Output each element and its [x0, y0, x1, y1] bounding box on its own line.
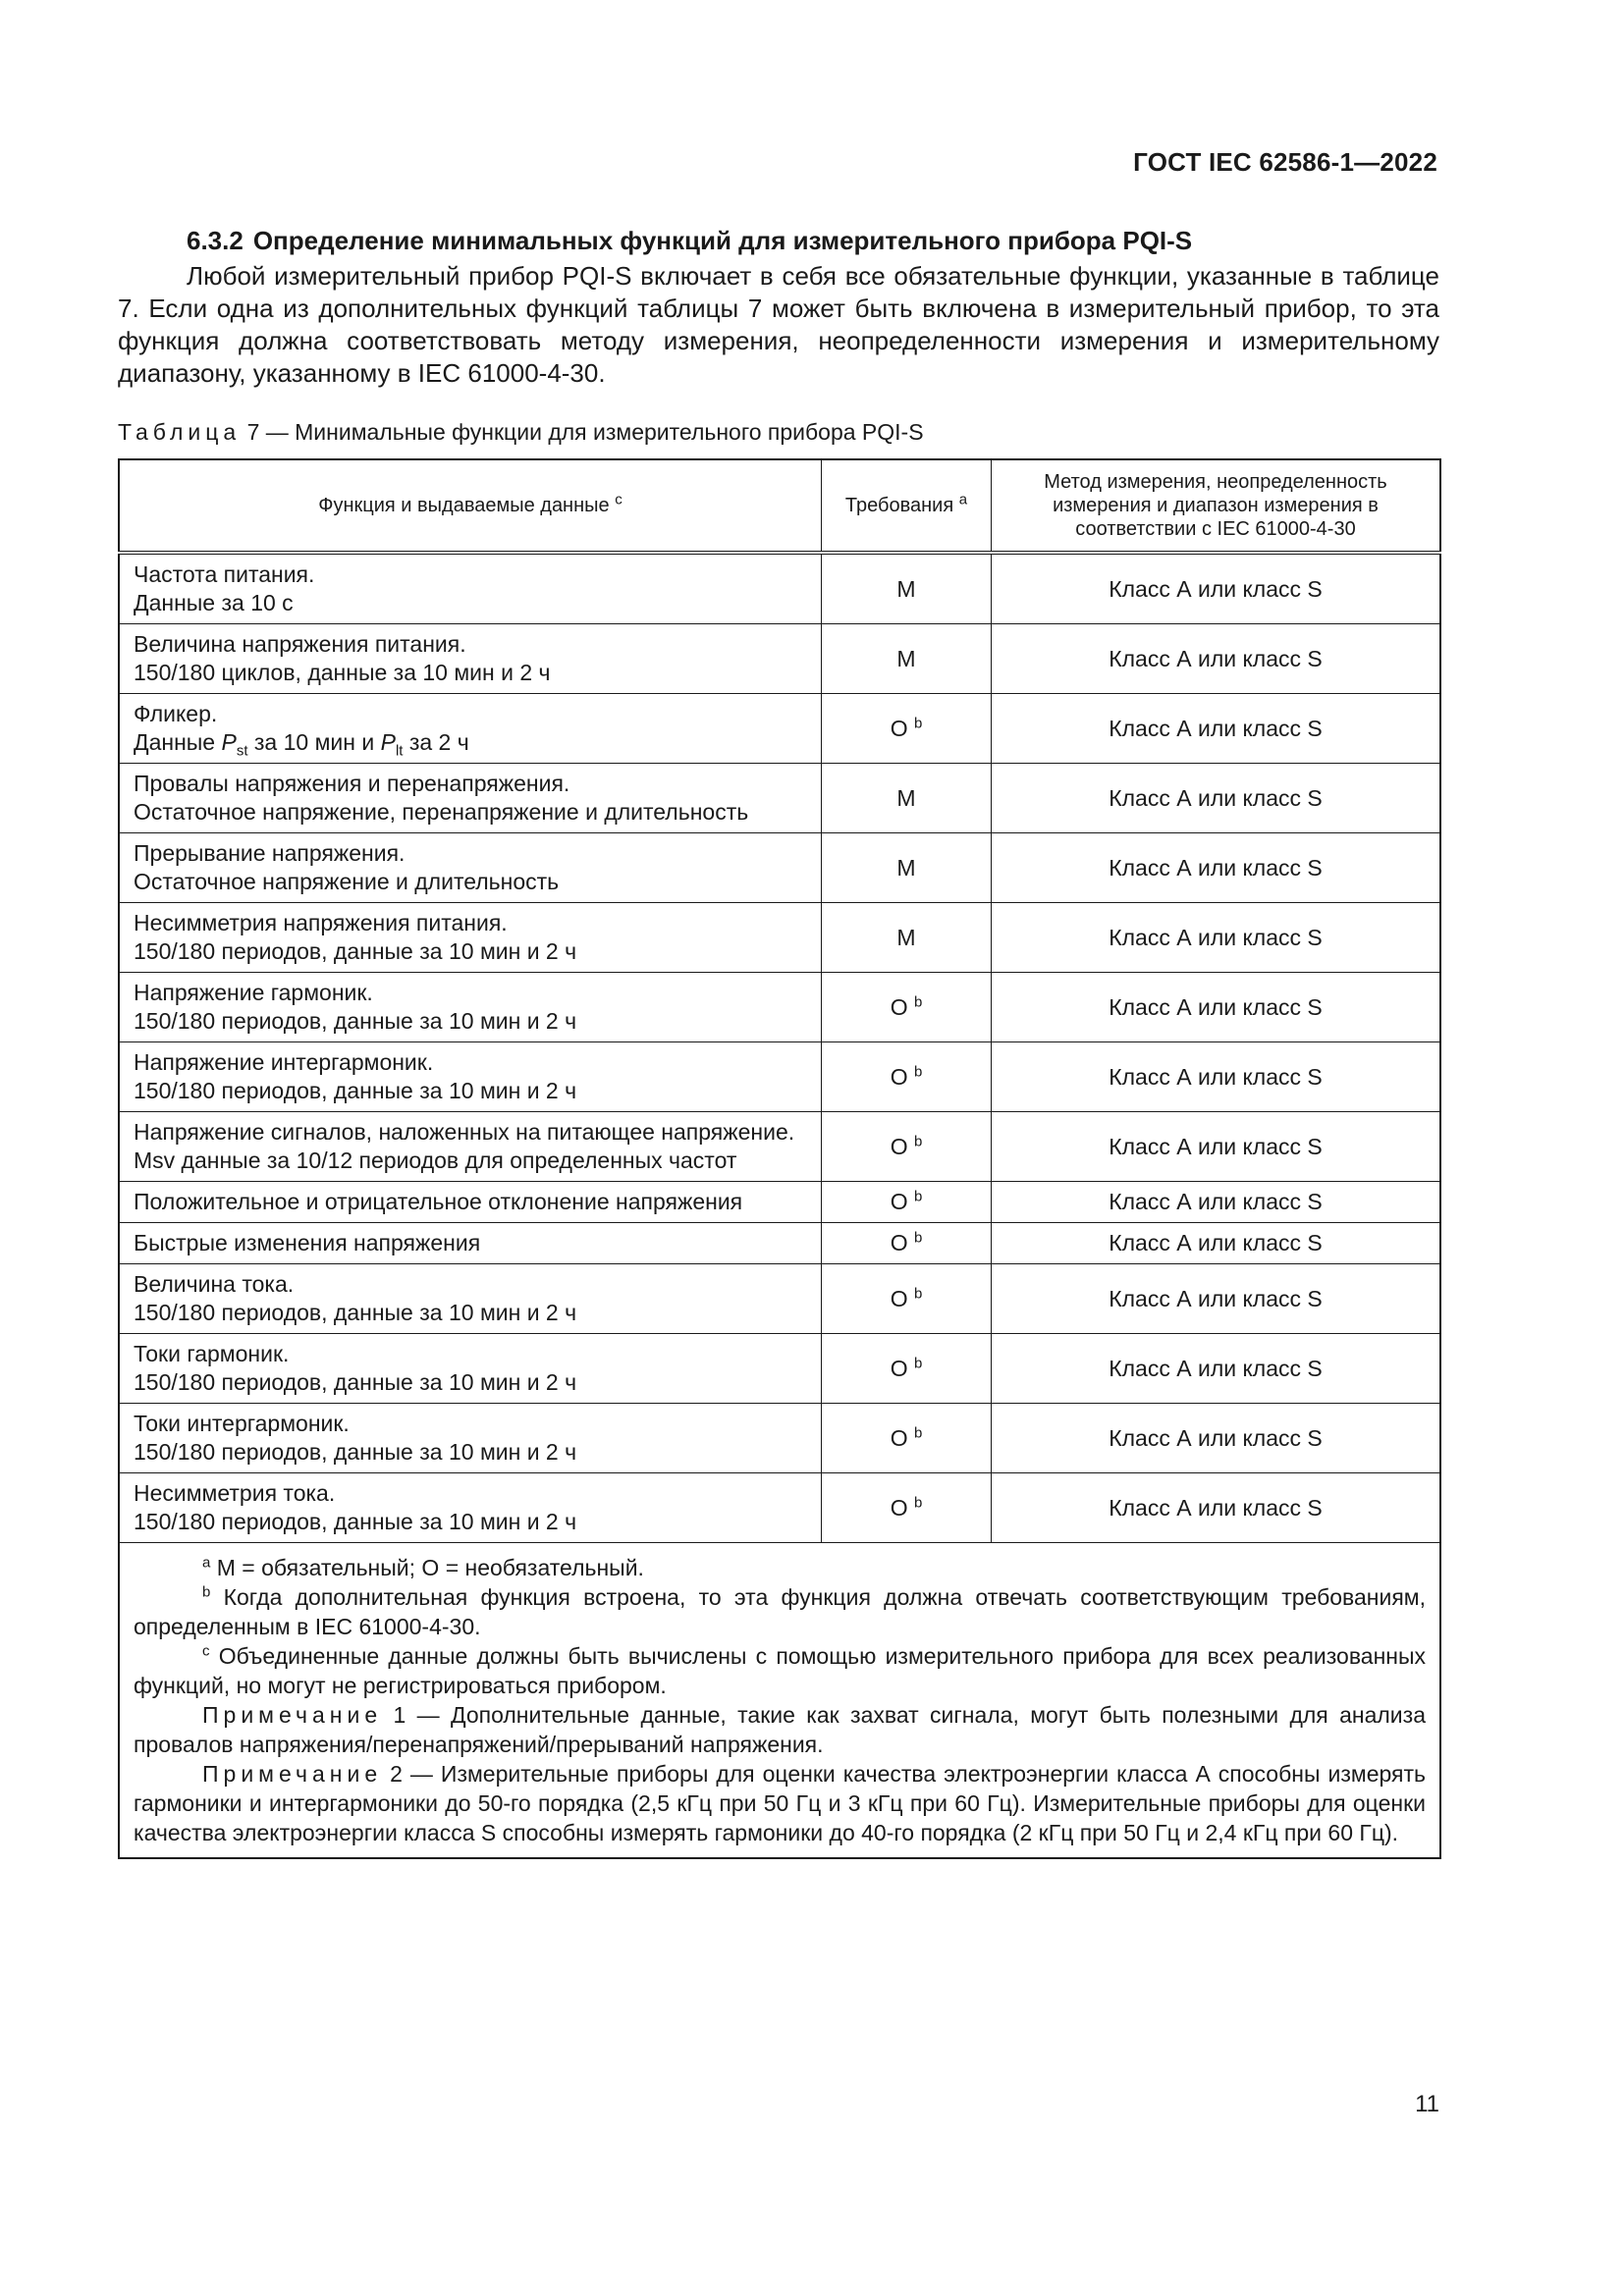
table-row [119, 1473, 1440, 1543]
cell-function: Напряжение интергармоник. 150/180 периодов, данные за 10 мин и 2 ч [119, 1042, 822, 1112]
cell-function: Токи интергармоник. 150/180 периодов, данные за 10 мин и 2 ч [119, 1404, 822, 1473]
cell-method: Класс А или класс S [992, 694, 1441, 764]
page-content [118, 221, 1439, 1859]
cell-function: Напряжение сигналов, наложенных на питающее напряжение. Msv данные за 10/12 периодов для определенных частот [119, 1112, 822, 1182]
cell-requirement: O $^b$ [822, 1334, 992, 1404]
cell-method: Класс А или класс S [992, 764, 1441, 833]
table-row [119, 1182, 1440, 1223]
cell-function: Напряжение гармоник. 150/180 периодов, данные за 10 мин и 2 ч [119, 973, 822, 1042]
cell-method: Класс А или класс S [992, 1182, 1441, 1223]
document-id: ГОСТ IEC 62586-1—2022 [1133, 147, 1437, 177]
section-title-text: Определение минимальных функций для измерительного прибора PQI-S [252, 226, 1193, 255]
table-row [119, 1042, 1440, 1112]
table-row [119, 1404, 1440, 1473]
cell-function: Несимметрия напряжения питания. 150/180 периодов, данные за 10 мин и 2 ч [119, 903, 822, 973]
cell-function: Провалы напряжения и перенапряжения. Остаточное напряжение, перенапряжение и длительность [119, 764, 822, 833]
cell-requirement: M [822, 833, 992, 903]
cell-requirement: O $^b$ [822, 1182, 992, 1223]
cell-method: Класс А или класс S [992, 1112, 1441, 1182]
cell-function: Несимметрия тока. 150/180 периодов, данные за 10 мин и 2 ч [119, 1473, 822, 1543]
table-notes-row [119, 1543, 1440, 1859]
cell-requirement: O $^b$ [822, 1223, 992, 1264]
table-row [119, 1264, 1440, 1334]
cell-requirement: O $^b$ [822, 694, 992, 764]
header-method: Метод измерения, неопределенность измерения и диапазон измерения в соответствии с IEC 61000-4-30 [992, 459, 1441, 553]
table-body [119, 553, 1440, 1543]
table-row [119, 624, 1440, 694]
cell-requirement: M [822, 903, 992, 973]
section-number: 6.3.2 [187, 226, 244, 255]
header-function: Функция и выдаваемые данные $^c$ [119, 459, 822, 553]
cell-method: Класс А или класс S [992, 1334, 1441, 1404]
note-1: Примечание 1 — Дополнительные данные, такие как захват сигнала, могут быть полезными для анализа провалов напряжения/перенапряжений/прерываний напряжения. [134, 1702, 1426, 1757]
cell-method: Класс А или класс S [992, 903, 1441, 973]
cell-function: Прерывание напряжения. Остаточное напряжение и длительность [119, 833, 822, 903]
table-caption-label: Таблица [118, 419, 242, 445]
table-notes [119, 1543, 1440, 1859]
table-caption-text: 7 — Минимальные функции для измерительного прибора PQI-S [241, 419, 924, 445]
cell-method: Класс А или класс S [992, 973, 1441, 1042]
footnote-b: $^b$ Когда дополнительная функция встроена, то эта функция должна отвечать соответствующим требованиям, определенным в IEC 61000-4-30. [134, 1583, 1427, 1639]
cell-requirement: O $^b$ [822, 1264, 992, 1334]
cell-method: Класс А или класс S [992, 1404, 1441, 1473]
cell-requirement: O $^b$ [822, 973, 992, 1042]
table-row [119, 764, 1440, 833]
footnote-a: $^a$ M = обязательный; O = необязательный. [202, 1554, 644, 1580]
cell-requirement: M [822, 553, 992, 624]
cell-function: Величина тока. 150/180 периодов, данные за 10 мин и 2 ч [119, 1264, 822, 1334]
cell-function: Быстрые изменения напряжения [119, 1223, 822, 1264]
table-caption [118, 417, 1439, 447]
table-row [119, 1223, 1440, 1264]
cell-method: Класс А или класс S [992, 553, 1441, 624]
cell-method: Класс А или класс S [992, 1473, 1441, 1543]
footnote-c: $^c$ Объединенные данные должны быть вычислены с помощью измерительного прибора для всех реализованных функций, но могут не регистрироваться прибором. [134, 1642, 1427, 1698]
cell-method: Класс А или класс S [992, 1042, 1441, 1112]
cell-function: Частота питания. Данные за 10 с [119, 553, 822, 624]
cell-requirement: O $^b$ [822, 1042, 992, 1112]
cell-function: Фликер. Данные $P_{st}$ за 10 мин и $P_{lt}$ за 2 ч [119, 694, 822, 764]
cell-method: Класс А или класс S [992, 1223, 1441, 1264]
cell-requirement: O $^b$ [822, 1404, 992, 1473]
cell-function: Положительное и отрицательное отклонение напряжения [119, 1182, 822, 1223]
cell-requirement: M [822, 624, 992, 694]
table-row [119, 1112, 1440, 1182]
table-row [119, 1334, 1440, 1404]
cell-requirement: O $^b$ [822, 1112, 992, 1182]
cell-method: Класс А или класс S [992, 1264, 1441, 1334]
table-row [119, 833, 1440, 903]
cell-method: Класс А или класс S [992, 624, 1441, 694]
table-header-row [119, 459, 1440, 553]
cell-method: Класс А или класс S [992, 833, 1441, 903]
cell-requirement: M [822, 764, 992, 833]
table-row [119, 694, 1440, 764]
section-title [187, 221, 1439, 260]
note-2: Примечание 2 — Измерительные приборы для оценки качества электроэнергии класса А способны измерять гармоники и интергармоники до 50-го порядка (2,5 кГц при 50 Гц и 3 кГц при 60 Гц). Измерительные приборы для оценки качества электроэнергии класса S способны измерять гармоники до 40-го порядка (2 кГц при 50 Гц и 2,4 кГц при 60 Гц). [134, 1761, 1426, 1845]
section-paragraph: Любой измерительный прибор PQI-S включает в себя все обязательные функции, указанные в таблице 7. Если одна из дополнительных функций таблицы 7 может быть включена в измерительный прибор, то эта функция должна соответствовать методу измерения, неопределенности измерения и измерительному диапазону, указанному в IEC 61000-4-30. [118, 261, 1439, 388]
table-row [119, 903, 1440, 973]
cell-function: Токи гармоник. 150/180 периодов, данные за 10 мин и 2 ч [119, 1334, 822, 1404]
table-row [119, 973, 1440, 1042]
table-row [119, 553, 1440, 624]
functions-table [118, 458, 1441, 1859]
cell-requirement: O $^b$ [822, 1473, 992, 1543]
cell-function: Величина напряжения питания. 150/180 циклов, данные за 10 мин и 2 ч [119, 624, 822, 694]
header-requirements: Требования $^a$ [822, 459, 992, 553]
page-number: 11 [1415, 2091, 1439, 2117]
